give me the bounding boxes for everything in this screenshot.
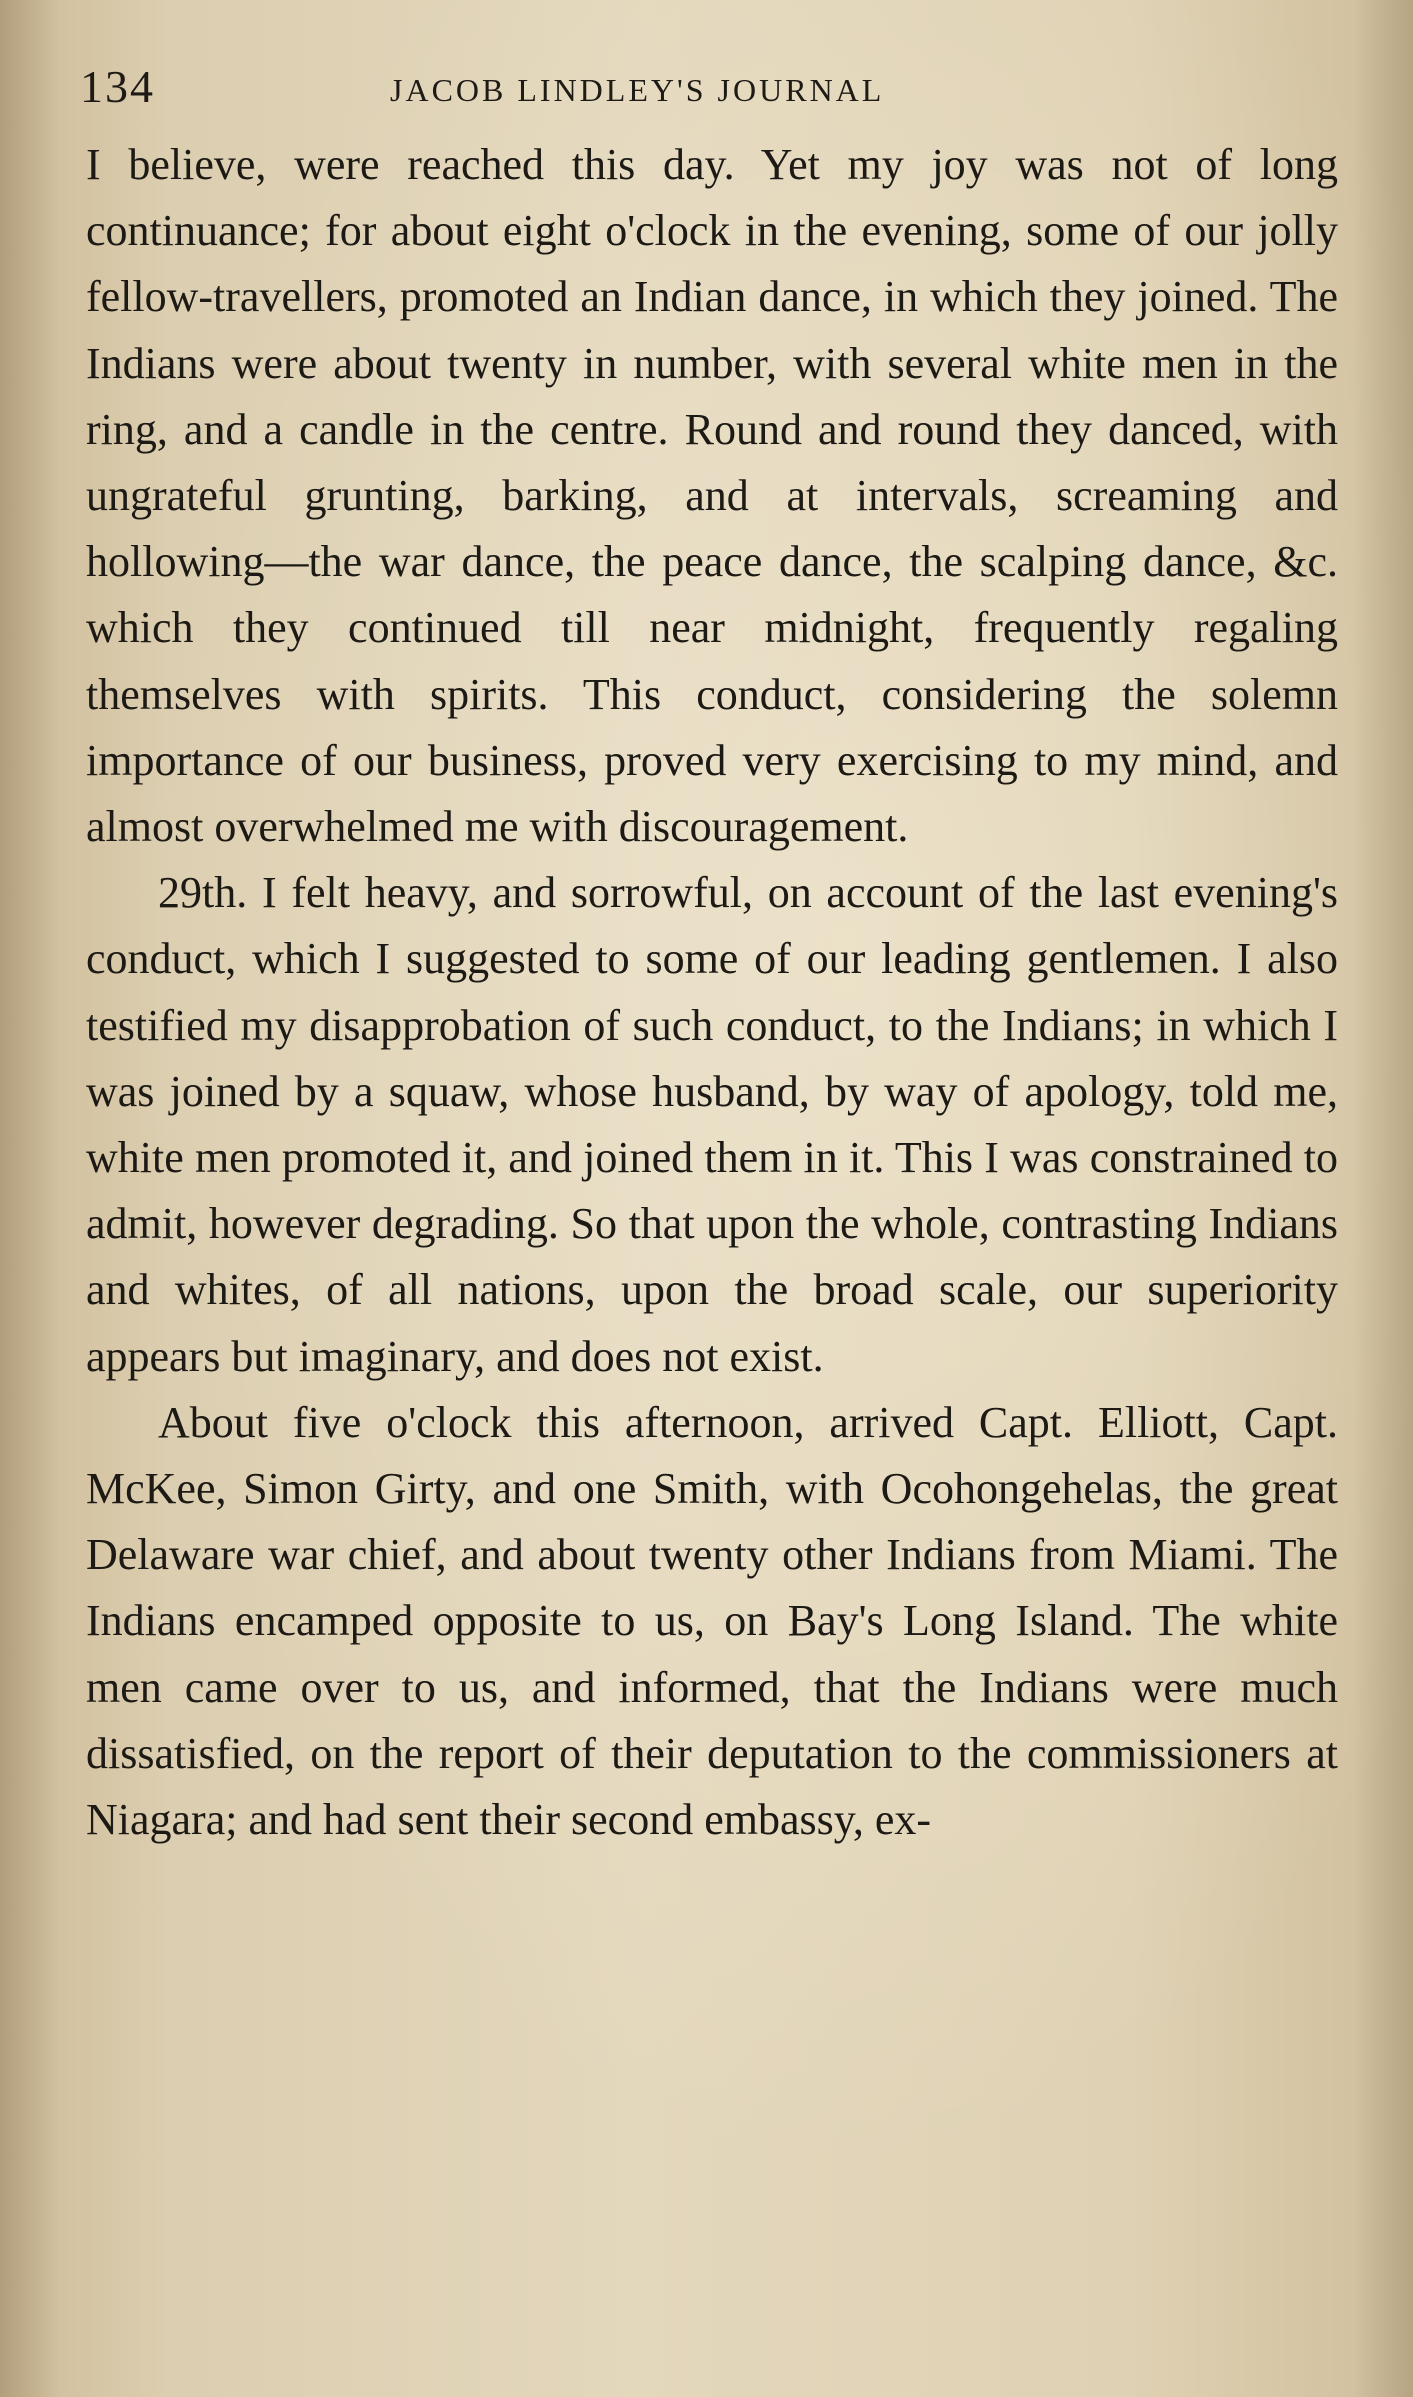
- page-header: [80, 60, 1330, 140]
- page-number: 134: [80, 61, 155, 112]
- paragraph-2: 29th. I felt heavy, and sorrowful, on account of the last evening's conduct, which I suggested to some of our leading gentlemen. I also testified my disapprobation of such conduct, to the Indians; in which I was joined by a squaw, whose husband, by way of apology, told me, white men promoted it, and joined them in it. This I was constrained to admit, however degrading. So that upon the whole, contrasting Indians and whites, of all nations, upon the broad scale, our superiority appears but imaginary, and does not exist.: [86, 868, 1338, 1381]
- paragraph-3: About five o'clock this afternoon, arrived Capt. Elliott, Capt. McKee, Simon Girty, and one Smith, with Ocohongehelas, the great Delaware war chief, and about twenty other Indians from Miami. The Indians encamped opposite to us, on Bay's Long Island. The white men came over to us, and informed, that the Indians were much dissatisfied, on the report of their deputation to the commissioners at Niagara; and had sent their second embassy, ex-: [86, 1397, 1338, 1845]
- page-edge-shadow-right: [1353, 0, 1413, 2397]
- body-text: [86, 132, 1338, 1853]
- running-head: JACOB LINDLEY'S JOURNAL: [390, 72, 885, 108]
- paragraph-1: I believe, were reached this day. Yet my joy was not of long continuance; for about eight o'clock in the evening, some of our jolly fellow-travellers, promoted an Indian dance, in which they joined. The Indians were about twenty in number, with several white men in the ring, and a candle in the centre. Round and round they danced, with ungrateful grunting, barking, and at intervals, screaming and hollowing—the war dance, the peace dance, the scalping dance, &c. which they continued till near midnight, frequently regaling themselves with spirits. This conduct, considering the solemn importance of our business, proved very exercising to my mind, and almost overwhelmed me with discouragement.: [86, 140, 1338, 852]
- page-edge-shadow-left: [0, 0, 60, 2397]
